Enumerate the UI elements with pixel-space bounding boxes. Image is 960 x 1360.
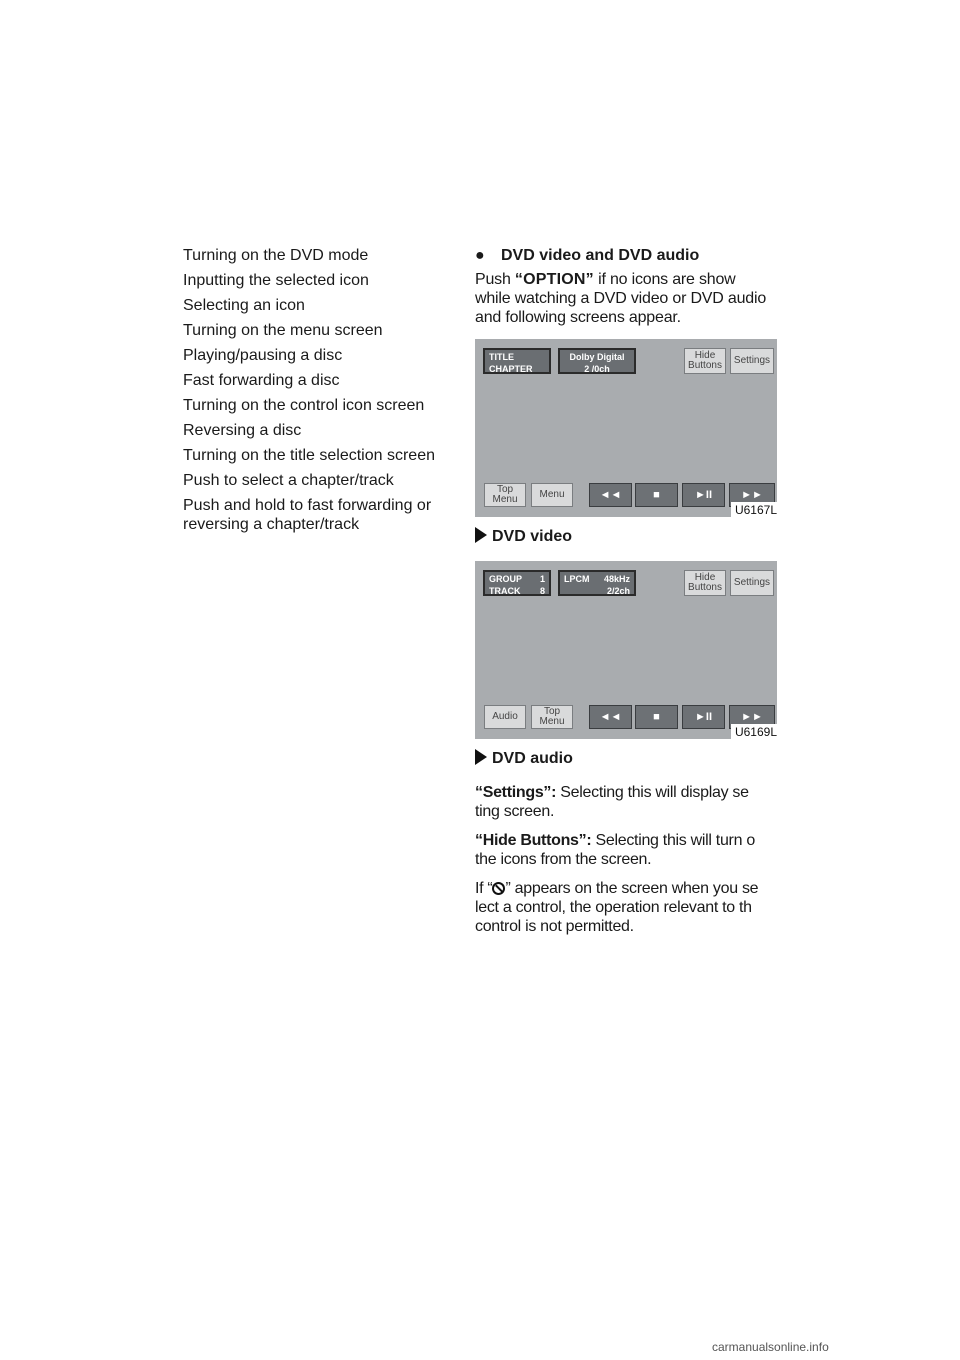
- option-key-label: “OPTION”: [514, 271, 594, 288]
- settings-button[interactable]: Settings: [730, 348, 774, 374]
- dvd-audio-screen: [475, 561, 777, 739]
- list-item: Reversing a disc: [183, 422, 302, 439]
- fast-forward-button[interactable]: ►►: [729, 705, 775, 729]
- right-column: [475, 246, 777, 946]
- group-value: 1: [539, 574, 545, 584]
- fast-forward-button[interactable]: ►►: [729, 483, 775, 507]
- chapter-label: CHAPTER: [489, 364, 533, 374]
- rewind-button[interactable]: ◄◄: [589, 705, 632, 729]
- triangle-icon: [475, 527, 487, 543]
- hide-buttons-button[interactable]: Hide Buttons: [684, 570, 726, 596]
- group-label: GROUP: [489, 574, 523, 584]
- hide-buttons-button[interactable]: Hide Buttons: [684, 348, 726, 374]
- caption-text: DVD video: [492, 528, 573, 545]
- screen-caption: [475, 749, 777, 769]
- note-text: ” appears on the screen when you se: [505, 880, 759, 897]
- rewind-button[interactable]: ◄◄: [589, 483, 632, 507]
- group-track-display: [483, 570, 551, 596]
- definition-text: Selecting this will display se: [556, 784, 749, 801]
- hide-buttons-definition: [475, 831, 777, 869]
- screen-caption: [475, 527, 777, 547]
- channel-label: 2 /0ch: [584, 364, 610, 374]
- title-label: TITLE: [489, 352, 514, 362]
- play-pause-button[interactable]: ►II: [682, 705, 725, 729]
- intro-text: and following screens appear.: [475, 309, 681, 326]
- audio-button[interactable]: Audio: [484, 705, 526, 729]
- prohibited-icon: [492, 882, 505, 895]
- play-pause-button[interactable]: ►II: [682, 483, 725, 507]
- list-item: Turning on the DVD mode: [183, 247, 369, 264]
- list-item: Push to select a chapter/track: [183, 472, 394, 489]
- list-item: Push and hold to fast forwarding or reversing a chapter/track: [183, 497, 432, 533]
- image-id: U6169L: [731, 724, 777, 739]
- prohibited-note: [475, 879, 777, 936]
- stop-button[interactable]: ■: [635, 705, 678, 729]
- caption-text: DVD audio: [492, 750, 573, 767]
- audio-format-display: [558, 348, 636, 374]
- sample-rate-label: 48kHz: [603, 574, 630, 584]
- image-id: U6167L: [731, 502, 777, 517]
- hide-buttons-term: “Hide Buttons”:: [475, 832, 592, 849]
- function-list: [183, 246, 453, 540]
- intro-paragraph: [475, 270, 777, 327]
- site-watermark: carmanualsonline.info: [712, 1340, 829, 1354]
- section-heading: [475, 246, 777, 266]
- list-item: Inputting the selected icon: [183, 272, 369, 289]
- list-item: Turning on the control icon screen: [183, 397, 425, 414]
- top-menu-button[interactable]: Top Menu: [484, 483, 526, 507]
- definition-text: the icons from the screen.: [475, 851, 652, 868]
- settings-button[interactable]: Settings: [730, 570, 774, 596]
- menu-button[interactable]: Menu: [531, 483, 573, 507]
- note-text: lect a control, the operation relevant to th: [475, 899, 752, 916]
- title-chapter-display: [483, 348, 551, 374]
- track-value: 8: [539, 586, 545, 596]
- definition-text: ting screen.: [475, 803, 555, 820]
- definition-text: Selecting this will turn o: [591, 832, 755, 849]
- intro-text: Push: [475, 271, 515, 288]
- stop-button[interactable]: ■: [635, 483, 678, 507]
- settings-term: “Settings”:: [475, 784, 557, 801]
- intro-text: if no icons are show: [593, 271, 736, 288]
- triangle-icon: [475, 749, 487, 765]
- note-text: If “: [475, 880, 493, 897]
- audio-format-display: [558, 570, 636, 596]
- top-menu-button[interactable]: Top Menu: [531, 705, 573, 729]
- audio-format-label: Dolby Digital: [569, 352, 625, 362]
- section-heading-text: DVD video and DVD audio: [501, 247, 700, 264]
- note-text: control is not permitted.: [475, 918, 634, 935]
- dvd-video-screen: [475, 339, 777, 517]
- list-item: Playing/pausing a disc: [183, 347, 343, 364]
- list-item: Turning on the title selection screen: [183, 447, 435, 464]
- track-label: TRACK: [489, 586, 521, 596]
- bullet-icon: ●: [475, 247, 485, 264]
- settings-definition: [475, 783, 777, 821]
- list-item: Selecting an icon: [183, 297, 305, 314]
- intro-text: while watching a DVD video or DVD audio: [475, 290, 767, 307]
- channel-label: 2/2ch: [606, 586, 630, 596]
- audio-format-label: LPCM: [564, 574, 590, 584]
- list-item: Fast forwarding a disc: [183, 372, 340, 389]
- list-item: Turning on the menu screen: [183, 322, 383, 339]
